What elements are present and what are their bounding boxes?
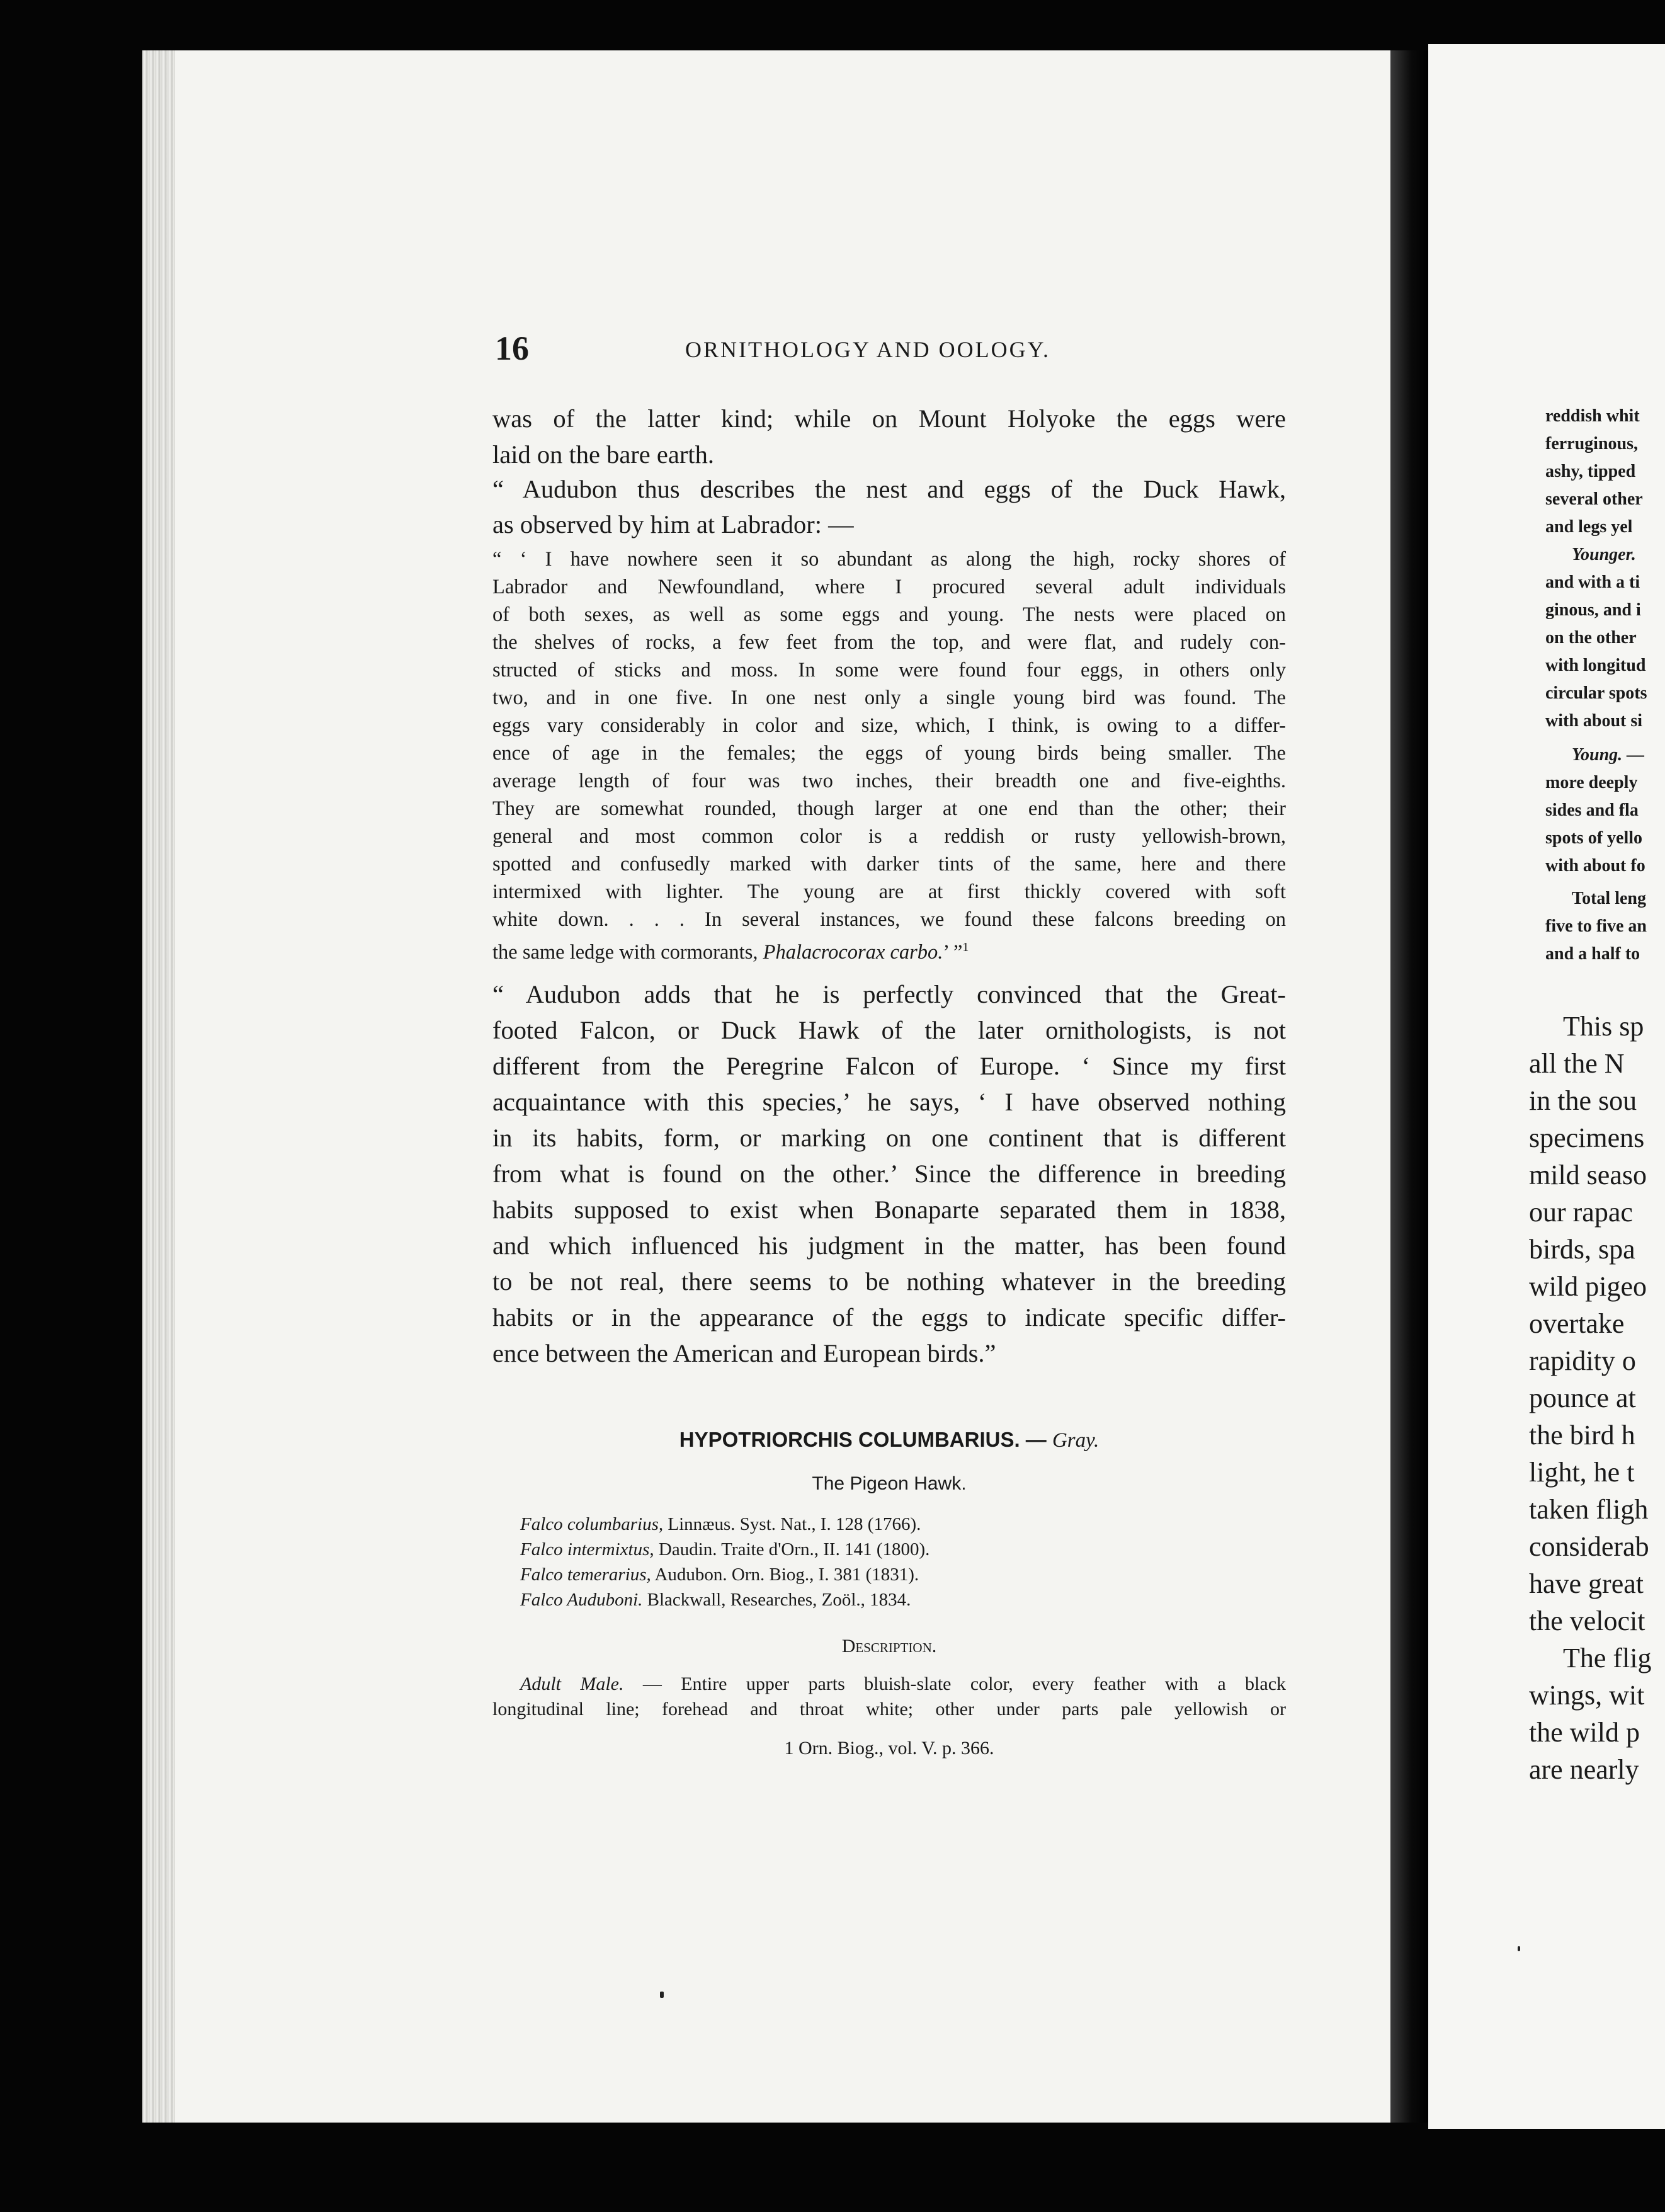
synonym-name: Falco intermixtus,	[520, 1539, 654, 1559]
synonym-entry	[520, 1562, 919, 1587]
synonym-entry	[520, 1587, 911, 1612]
species-name: HYPOTRIORCHIS COLUMBARIUS.	[679, 1428, 1020, 1451]
facing-small-line: ginous, and i	[1545, 600, 1641, 620]
facing-small-line: ashy, tipped	[1545, 462, 1636, 481]
facing-small-line: with about si	[1545, 711, 1643, 731]
quote-line: the shelves of rocks, a few feet from the top, and were flat, and rudely con-	[492, 631, 1286, 654]
facing-small-line: Young. —	[1572, 745, 1645, 765]
description-line	[520, 1672, 1286, 1697]
page-edge	[142, 50, 175, 2123]
facing-small-line: more deeply	[1545, 773, 1638, 792]
facing-large-line: the wild p	[1529, 1717, 1640, 1748]
running-title: ORNITHOLOGY AND OOLOGY.	[685, 337, 1050, 362]
text-line: from what is found on the other.’ Since the difference in breeding	[492, 1160, 1286, 1188]
text-line: acquaintance with this species,’ he says, ‘ I have observed nothing	[492, 1088, 1286, 1116]
synonym-ref: Audubon. Orn. Biog., I. 381 (1831).	[651, 1565, 919, 1585]
synonym-ref: Blackwall, Researches, Zoöl., 1834.	[642, 1590, 911, 1610]
text-line: in its habits, form, or marking on one continent that is different	[492, 1124, 1286, 1152]
text-line: “ Audubon adds that he is perfectly convinced that the Great-	[492, 980, 1286, 1008]
quote-line: general and most common color is a reddish or rusty yellowish-brown,	[492, 825, 1286, 848]
facing-page	[1428, 44, 1665, 2129]
footnote: 1 Orn. Biog., vol. V. p. 366.	[784, 1738, 994, 1759]
quote-line: of both sexes, as well as some eggs and young. The nests were placed on	[492, 603, 1286, 626]
facing-small-line: circular spots	[1545, 683, 1647, 703]
ink-speck	[1518, 1946, 1520, 1951]
facing-small-line: ferruginous,	[1545, 434, 1638, 453]
species-authority: Gray.	[1052, 1429, 1100, 1452]
quote-line: Labrador and Newfoundland, where I procured several adult individuals	[492, 576, 1286, 598]
quote-line: “ ‘ I have nowhere seen it so abundant as along the high, rocky shores of	[492, 548, 1286, 571]
quote-line: structed of sticks and moss. In some were found four eggs, in others only	[492, 659, 1286, 681]
species-heading	[492, 1427, 1286, 1453]
facing-large-line: taken fligh	[1529, 1494, 1649, 1525]
facing-small-line: Total leng	[1572, 889, 1646, 908]
text-line: as observed by him at Labrador: —	[492, 510, 854, 539]
facing-small-line: and legs yel	[1545, 517, 1633, 537]
synonym-ref: Daudin. Traite d'Orn., II. 141 (1800).	[654, 1539, 930, 1559]
facing-small-line: and a half to	[1545, 944, 1640, 964]
facing-small-line: sides and fla	[1545, 801, 1639, 820]
facing-large-line: are nearly	[1529, 1754, 1639, 1785]
italic-species: Phalacrocorax carbo.	[763, 940, 943, 964]
quote-close: ’ ”	[943, 940, 963, 964]
facing-small-line: and with a ti	[1545, 573, 1640, 592]
text-line: “ Audubon thus describes the nest and eggs of the Duck Hawk,	[492, 475, 1286, 503]
facing-large-line: This sp	[1563, 1011, 1644, 1042]
text-line: habits supposed to exist when Bonaparte separated them in 1838,	[492, 1195, 1286, 1224]
synonym-name: Falco columbarius,	[520, 1514, 664, 1534]
text-line: was of the latter kind; while on Mount Holyoke the eggs were	[492, 404, 1286, 433]
synonym-ref: Linnæus. Syst. Nat., I. 128 (1766).	[663, 1514, 921, 1534]
synonym-entry	[520, 1537, 929, 1562]
facing-large-line: specimens	[1529, 1122, 1645, 1153]
quote-line: two, and in one five. In one nest only a single young bird was found. The	[492, 687, 1286, 709]
description-label: Adult Male.	[520, 1673, 624, 1694]
synonym-entry	[520, 1512, 921, 1537]
quote-line: eggs vary considerably in color and size, which, I think, is owing to a differ-	[492, 714, 1286, 737]
ink-speck	[660, 1992, 664, 1998]
facing-large-line: rapidity o	[1529, 1345, 1636, 1376]
facing-large-line: pounce at	[1529, 1382, 1636, 1413]
facing-small-line: on the other	[1545, 628, 1637, 647]
facing-large-line: wild pigeo	[1529, 1271, 1647, 1302]
facing-small-line: with longitud	[1545, 656, 1646, 675]
facing-small-line: five to five an	[1545, 916, 1647, 936]
text-line: different from the Peregrine Falcon of Europe. ‘ Since my first	[492, 1052, 1286, 1080]
text-line: to be not real, there seems to be nothing whatever in the breeding	[492, 1267, 1286, 1296]
facing-small-line: reddish whit	[1545, 406, 1640, 426]
facing-large-line: considerab	[1529, 1531, 1649, 1562]
quote-line: They are somewhat rounded, though larger at one end than the other; their	[492, 797, 1286, 820]
facing-small-line: with about fo	[1545, 856, 1645, 875]
footnote-ref: 1	[962, 940, 969, 954]
facing-large-line: our rapac	[1529, 1197, 1633, 1228]
facing-large-line: light, he t	[1529, 1457, 1635, 1488]
quote-text: the same ledge with cormorants,	[492, 940, 763, 964]
facing-large-line: mild seaso	[1529, 1160, 1647, 1190]
species-dash: —	[1020, 1428, 1052, 1451]
quote-line: average length of four was two inches, their breadth one and five-eighths.	[492, 770, 1286, 792]
text-line: and which influenced his judgment in the matter, has been found	[492, 1231, 1286, 1260]
common-name: The Pigeon Hawk.	[812, 1473, 967, 1494]
facing-small-line: several other	[1545, 489, 1643, 509]
facing-large-line: The flig	[1563, 1643, 1652, 1673]
quote-line: spotted and confusedly marked with darker tints of the same, here and there	[492, 853, 1286, 875]
synonym-name: Falco temerarius,	[520, 1565, 651, 1585]
facing-small-line: Younger.	[1572, 545, 1636, 564]
text-line: habits or in the appearance of the eggs to indicate specific differ-	[492, 1303, 1286, 1331]
facing-large-line: the velocit	[1529, 1605, 1645, 1636]
quote-line: intermixed with lighter. The young are at first thickly covered with soft	[492, 881, 1286, 903]
description-text: — Entire upper parts bluish-slate color, every feather with a black	[623, 1673, 1287, 1694]
description-heading: Description.	[841, 1636, 937, 1656]
facing-large-line: in the sou	[1529, 1085, 1637, 1116]
facing-small-line: spots of yello	[1545, 828, 1642, 848]
facing-large-line: have great	[1529, 1568, 1644, 1599]
facing-large-line: wings, wit	[1529, 1680, 1645, 1711]
book-gutter	[1390, 50, 1428, 2123]
page-number: 16	[495, 329, 529, 367]
description-line: longitudinal line; forehead and throat white; other under parts pale yellowish or	[492, 1699, 1286, 1719]
text-line: footed Falcon, or Duck Hawk of the later ornithologists, is not	[492, 1016, 1286, 1044]
quote-line: white down. . . . In several instances, we found these falcons breeding on	[492, 908, 1286, 931]
text-line: ence between the American and European birds.”	[492, 1339, 996, 1367]
facing-large-line: birds, spa	[1529, 1234, 1635, 1265]
quote-line: ence of age in the females; the eggs of young birds being smaller. The	[492, 742, 1286, 765]
facing-large-line: all the N	[1529, 1048, 1625, 1079]
quote-line-final	[492, 933, 1286, 966]
synonym-name: Falco Auduboni.	[520, 1590, 643, 1610]
text-line: laid on the bare earth.	[492, 440, 714, 469]
facing-large-line: overtake	[1529, 1308, 1625, 1339]
facing-large-line: the bird h	[1529, 1420, 1635, 1451]
